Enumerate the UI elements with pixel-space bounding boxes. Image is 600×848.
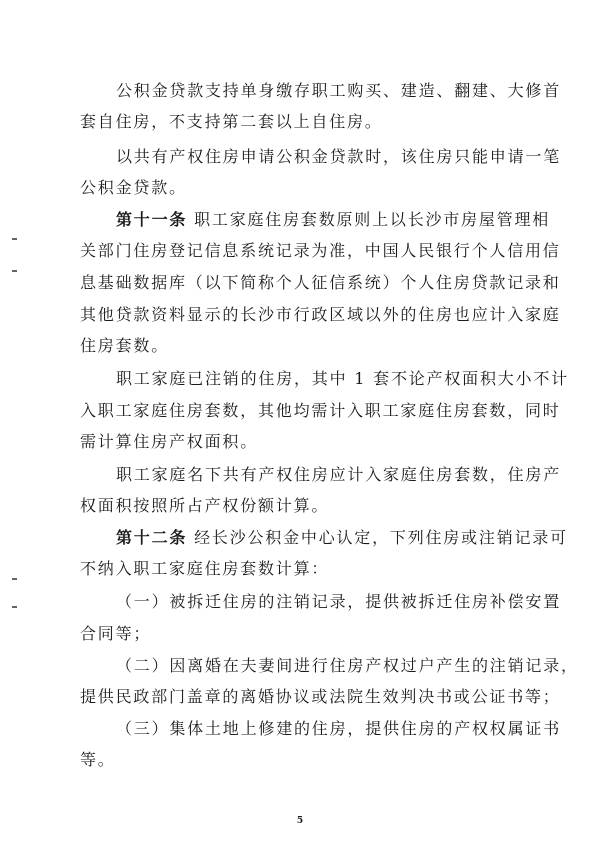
paragraph-line: （一）被拆迁住房的注销记录，提供被拆迁住房补偿安置 bbox=[116, 592, 562, 611]
article-11-heading-line: 第十一条 职工家庭住房套数原则上以长沙市房屋管理相 bbox=[116, 210, 551, 229]
paragraph-line: 住房套数。 bbox=[80, 336, 170, 355]
paragraph-line: 职工家庭已注销的住房，其中 1 套不论产权面积大小不计 bbox=[116, 369, 569, 388]
binding-hole-mark bbox=[12, 578, 17, 580]
article-12-number: 第十二条 bbox=[116, 528, 188, 547]
paragraph-line: 息基础数据库（以下简称个人征信系统）个人住房贷款记录和 bbox=[80, 273, 561, 292]
paragraph-line: 公积金贷款。 bbox=[80, 178, 187, 197]
binding-hole-mark bbox=[12, 238, 17, 240]
paragraph-line: 等。 bbox=[80, 750, 116, 769]
paragraph-line: （三）集体土地上修建的住房，提供住房的产权权属证书 bbox=[116, 719, 562, 738]
paragraph-line: （二）因离婚在夫妻间进行住房产权过户产生的注销记录， bbox=[116, 656, 579, 675]
binding-hole-mark bbox=[12, 606, 17, 608]
paragraph-line: 关部门住房登记信息系统记录为准，中国人民银行个人信用信 bbox=[80, 241, 561, 260]
paragraph-line: 权面积按照所占产权份额计算。 bbox=[80, 496, 330, 515]
paragraph-line: 不纳入职工家庭住房套数计算： bbox=[80, 559, 330, 578]
paragraph-line: 合同等； bbox=[80, 624, 152, 643]
article-12-heading-line: 第十二条 经长沙公积金中心认定，下列住房或注销记录可 bbox=[116, 528, 568, 547]
page-number: 5 bbox=[296, 816, 304, 826]
paragraph-line: 需计算住房产权面积。 bbox=[80, 432, 259, 451]
paragraph-line: 职工家庭名下共有产权住房应计入家庭住房套数，住房产 bbox=[116, 465, 562, 484]
binding-hole-mark bbox=[12, 270, 17, 272]
paragraph-line: 提供民政部门盖章的离婚协议或法院生效判决书或公证书等； bbox=[80, 687, 561, 706]
paragraph-line: 以共有产权住房申请公积金贷款时，该住房只能申请一笔 bbox=[116, 147, 562, 166]
paragraph-line: 其他贷款资料显示的长沙市行政区域以外的住房也应计入家庭 bbox=[80, 305, 561, 324]
article-11-number: 第十一条 bbox=[116, 210, 188, 229]
paragraph-line: 套自住房，不支持第二套以上自住房。 bbox=[80, 112, 383, 131]
paragraph-line: 公积金贷款支持单身缴存职工购买、建造、翻建、大修首 bbox=[116, 81, 562, 100]
paragraph-line: 入职工家庭住房套数，其他均需计入职工家庭住房套数，同时 bbox=[80, 401, 561, 420]
